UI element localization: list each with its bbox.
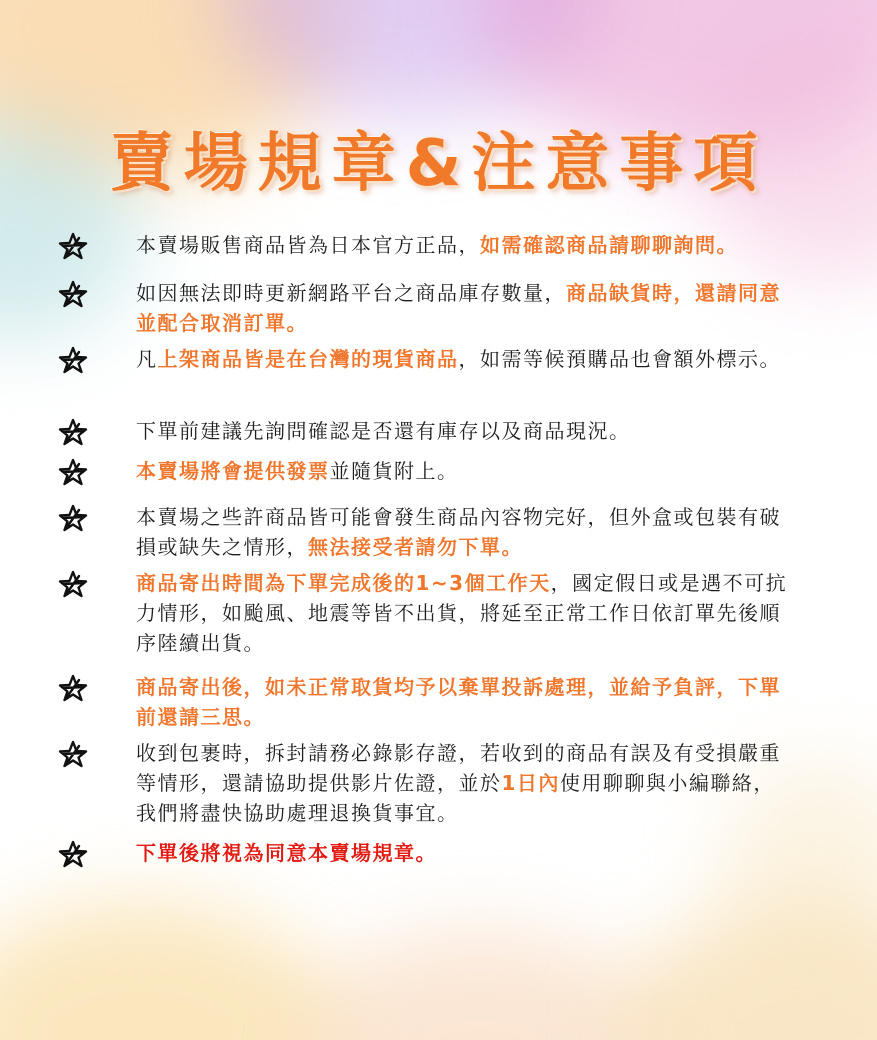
rule-item-5 [58, 456, 818, 488]
rule-text-segment: 並隨貨附上。 [329, 459, 459, 483]
rule-text-segment: 使用聊聊與小編聯絡，我們將盡快協助處理退換貨事宜。 [136, 771, 775, 825]
rule-item-3 [58, 344, 818, 376]
star-icon [58, 280, 98, 310]
rule-item-8 [58, 672, 818, 732]
rule-text [136, 278, 796, 338]
rule-text-emphasis: 上架商品皆是在台灣的現貨商品 [157, 347, 459, 371]
rule-item-6 [58, 502, 818, 562]
rule-text-segment: 收到包裹時，拆封請務必錄影存證，若收到的商品有誤及有受損嚴重等情形，還請協助提供影片佐證，並於 [136, 741, 781, 795]
rule-text [136, 456, 796, 486]
page-title: 賣場規章&注意事項 [109, 127, 768, 201]
rule-text [136, 502, 796, 562]
rule-text-emphasis: 下單後將視為同意本賣場規章。 [136, 841, 437, 865]
rule-text [136, 672, 796, 732]
rule-text [136, 838, 796, 868]
rule-text-segment: 如因無法即時更新網路平台之商品庫存數量， [136, 281, 566, 305]
rule-text [136, 568, 796, 658]
rule-text [136, 230, 796, 260]
rule-text-emphasis: 商品缺貨時，還請同意並配合取消訂單。 [136, 281, 781, 335]
rule-text [136, 416, 796, 446]
rule-text-segment: 凡 [136, 347, 158, 371]
rule-item-2 [58, 278, 818, 338]
star-icon [58, 840, 98, 870]
rule-text-segment: 本賣場之些許商品皆可能會發生商品內容物完好，但外盒或包裝有破損或缺失之情形， [136, 505, 781, 559]
rule-text-emphasis: 本賣場將會提供發票 [136, 459, 330, 483]
rule-text-segment: 本賣場販售商品皆為日本官方正品， [136, 233, 480, 257]
rule-text [136, 344, 796, 374]
rule-text-segment: 下單前建議先詢問確認是否還有庫存以及商品現況。 [136, 419, 631, 443]
rule-item-1 [58, 230, 818, 262]
star-icon [58, 504, 98, 534]
rule-text-segment: ，如需等候預購品也會額外標示。 [458, 347, 781, 371]
star-icon [58, 232, 98, 262]
rule-text-emphasis: 商品寄出後，如未正常取貨均予以棄單投訴處理，並給予負評，下單前還請三思。 [136, 675, 781, 729]
rule-item-10 [58, 838, 818, 870]
rule-text-emphasis: 如需確認商品請聊聊詢問。 [480, 233, 738, 257]
rule-text-segment: ，國定假日或是遇不可抗力情形，如颱風、地震等皆不出貨，將延至正常工作日依訂單先後順序陸續出貨。 [136, 571, 788, 655]
rule-text-emphasis: 商品寄出時間為下單完成後的1~3個工作天 [136, 571, 551, 595]
rule-item-7 [58, 568, 818, 658]
rule-text-emphasis: 無法接受者請勿下單。 [308, 535, 523, 559]
star-icon [58, 674, 98, 704]
star-icon [58, 418, 98, 448]
rule-text [136, 738, 796, 828]
star-icon [58, 740, 98, 770]
star-icon [58, 346, 98, 376]
rule-item-4 [58, 416, 818, 448]
star-icon [58, 458, 98, 488]
rule-item-9 [58, 738, 818, 828]
star-icon [58, 570, 98, 600]
rule-text-emphasis: 1日內 [501, 771, 560, 795]
